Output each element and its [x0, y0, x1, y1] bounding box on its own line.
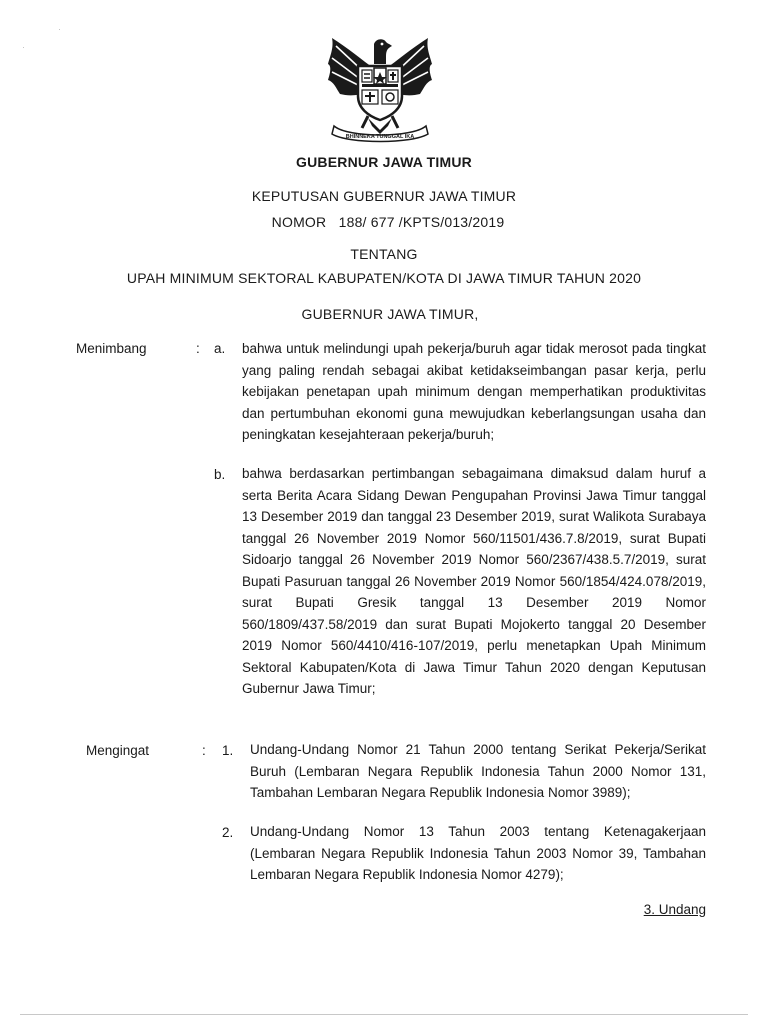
menimbang-item-b: bahwa berdasarkan pertimbangan sebagaimana dimaksud dalam huruf a serta Berita Acara Sidang Dewan Pengupahan Provinsi Jawa Timur tanggal 13 Desember 2019 dan tanggal 23 Desember 2019, surat Walikota Surabaya tanggal 26 November 2019 Nomor 560/11501/436.7.8/2019, surat Bupati Sidoarjo tanggal 26 November 2019 Nomor 560/2367/438.5.7/2019, surat Bupati Pasuruan tanggal 26 November 2019 Nomor 560/1854/424.078/2019, surat Bupati Gresik tanggal 13 Desember 2019 Nomor 560/1809/437.58/2019 dan surat Bupati Mojokerto tanggal 20 Desember 2019 Nomor 560/4410/416-107/2019, perlu menetapkan Upah Minimum Sektoral Kabupaten/Kota di Jawa Timur Tahun 2020 dengan Keputusan Gubernur Jawa Timur; [242, 466, 706, 696]
menimbang-marker-a: a. [214, 341, 226, 356]
issuer-line: GUBERNUR JAWA TIMUR, [301, 306, 479, 322]
continuation-marker: 3. Undang [643, 902, 706, 917]
governor-heading: GUBERNUR JAWA TIMUR [296, 154, 472, 170]
mengingat-marker-2: 2. [222, 825, 234, 840]
mengingat-colon: : [202, 743, 206, 758]
about-heading: TENTANG [350, 246, 418, 262]
page-bottom-rule [20, 1014, 748, 1015]
scan-speck: · [58, 24, 61, 34]
decree-number: NOMOR 188/ 677 /KPTS/013/2019 [271, 214, 505, 230]
menimbang-marker-b: b. [214, 467, 226, 482]
mengingat-item-2: Undang-Undang Nomor 13 Tahun 2003 tentang Ketenagakerjaan (Lembaran Negara Republik Indonesia Tahun 2003 Nomor 39, Tambahan Lembaran Negara Republik Indonesia Nomor 4279); [250, 824, 706, 882]
mengingat-marker-1: 1. [222, 743, 234, 758]
menimbang-item-a: bahwa untuk melindungi upah pekerja/buruh agar tidak merosot pada tingkat yang paling rendah sebagai akibat ketidakseimbangan pasar kerja, perlu kebijakan penetapan upah minimum dengan memperhatikan produktivitas dan pertumbuhan ekonomi guna mewujudkan keberlangsungan usaha dan peningkatan kesejahteraan pekerja/buruh; [242, 341, 706, 442]
scan-speck: · [22, 42, 25, 52]
garuda-pancasila-emblem-icon [318, 30, 442, 144]
decree-title: KEPUTUSAN GUBERNUR JAWA TIMUR [251, 188, 517, 204]
mengingat-item-1: Undang-Undang Nomor 21 Tahun 2000 tentang Serikat Pekerja/Serikat Buruh (Lembaran Negara Republik Indonesia Tahun 2000 Nomor 131, Tambahan Lembaran Negara Republik Indonesia Nomor 3989); [250, 742, 706, 800]
mengingat-label: Mengingat [86, 743, 150, 758]
decree-subject: UPAH MINIMUM SEKTORAL KABUPATEN/KOTA DI JAWA TIMUR TAHUN 2020 [126, 270, 642, 286]
emblem-motto: BHINNEKA TUNGGAL IKA [345, 134, 415, 140]
menimbang-label: Menimbang [76, 341, 147, 356]
menimbang-colon: : [196, 341, 200, 356]
